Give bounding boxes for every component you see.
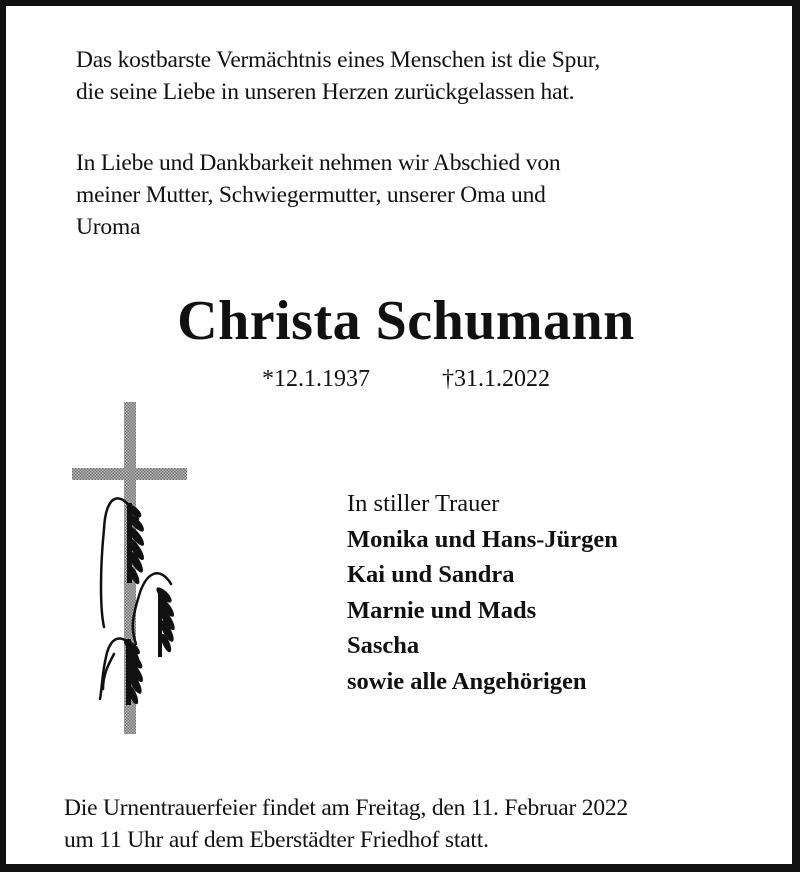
mourners-heading: In stiller Trauer	[347, 490, 500, 517]
mourners-list	[347, 486, 618, 699]
intro-line: Uroma	[76, 214, 141, 240]
service-info	[64, 792, 628, 856]
mourner-name: sowie alle Angehörigen	[347, 667, 587, 695]
death-date: †31.1.2022	[442, 366, 550, 392]
intro-line: meiner Mutter, Schwiegermutter, unserer Oma und	[76, 182, 546, 208]
birth-date: *12.1.1937	[262, 366, 370, 392]
intro-line: In Liebe und Dankbarkeit nehmen wir Abschied von	[76, 150, 561, 176]
service-line: um 11 Uhr auf dem Eberstädter Friedhof statt.	[64, 827, 489, 853]
mourner-name: Kai und Sandra	[347, 561, 515, 588]
service-line: Die Urnentrauerfeier findet am Freitag, den 11. Februar 2022	[64, 795, 628, 821]
motto-quote	[76, 44, 600, 108]
motto-line: die seine Liebe in unseren Herzen zurückgelassen hat.	[76, 79, 575, 105]
cross-with-wheat-icon	[66, 399, 196, 739]
mourner-name: Monika und Hans-Jürgen	[347, 525, 618, 553]
motto-line: Das kostbarste Vermächtnis eines Menschen ist die Spur,	[76, 47, 601, 73]
life-dates	[6, 363, 800, 395]
deceased-name: Christa Schumann	[177, 290, 635, 352]
mourner-name: Marnie und Mads	[347, 596, 537, 624]
mourner-name: Sascha	[347, 632, 420, 659]
intro-text	[76, 147, 560, 243]
